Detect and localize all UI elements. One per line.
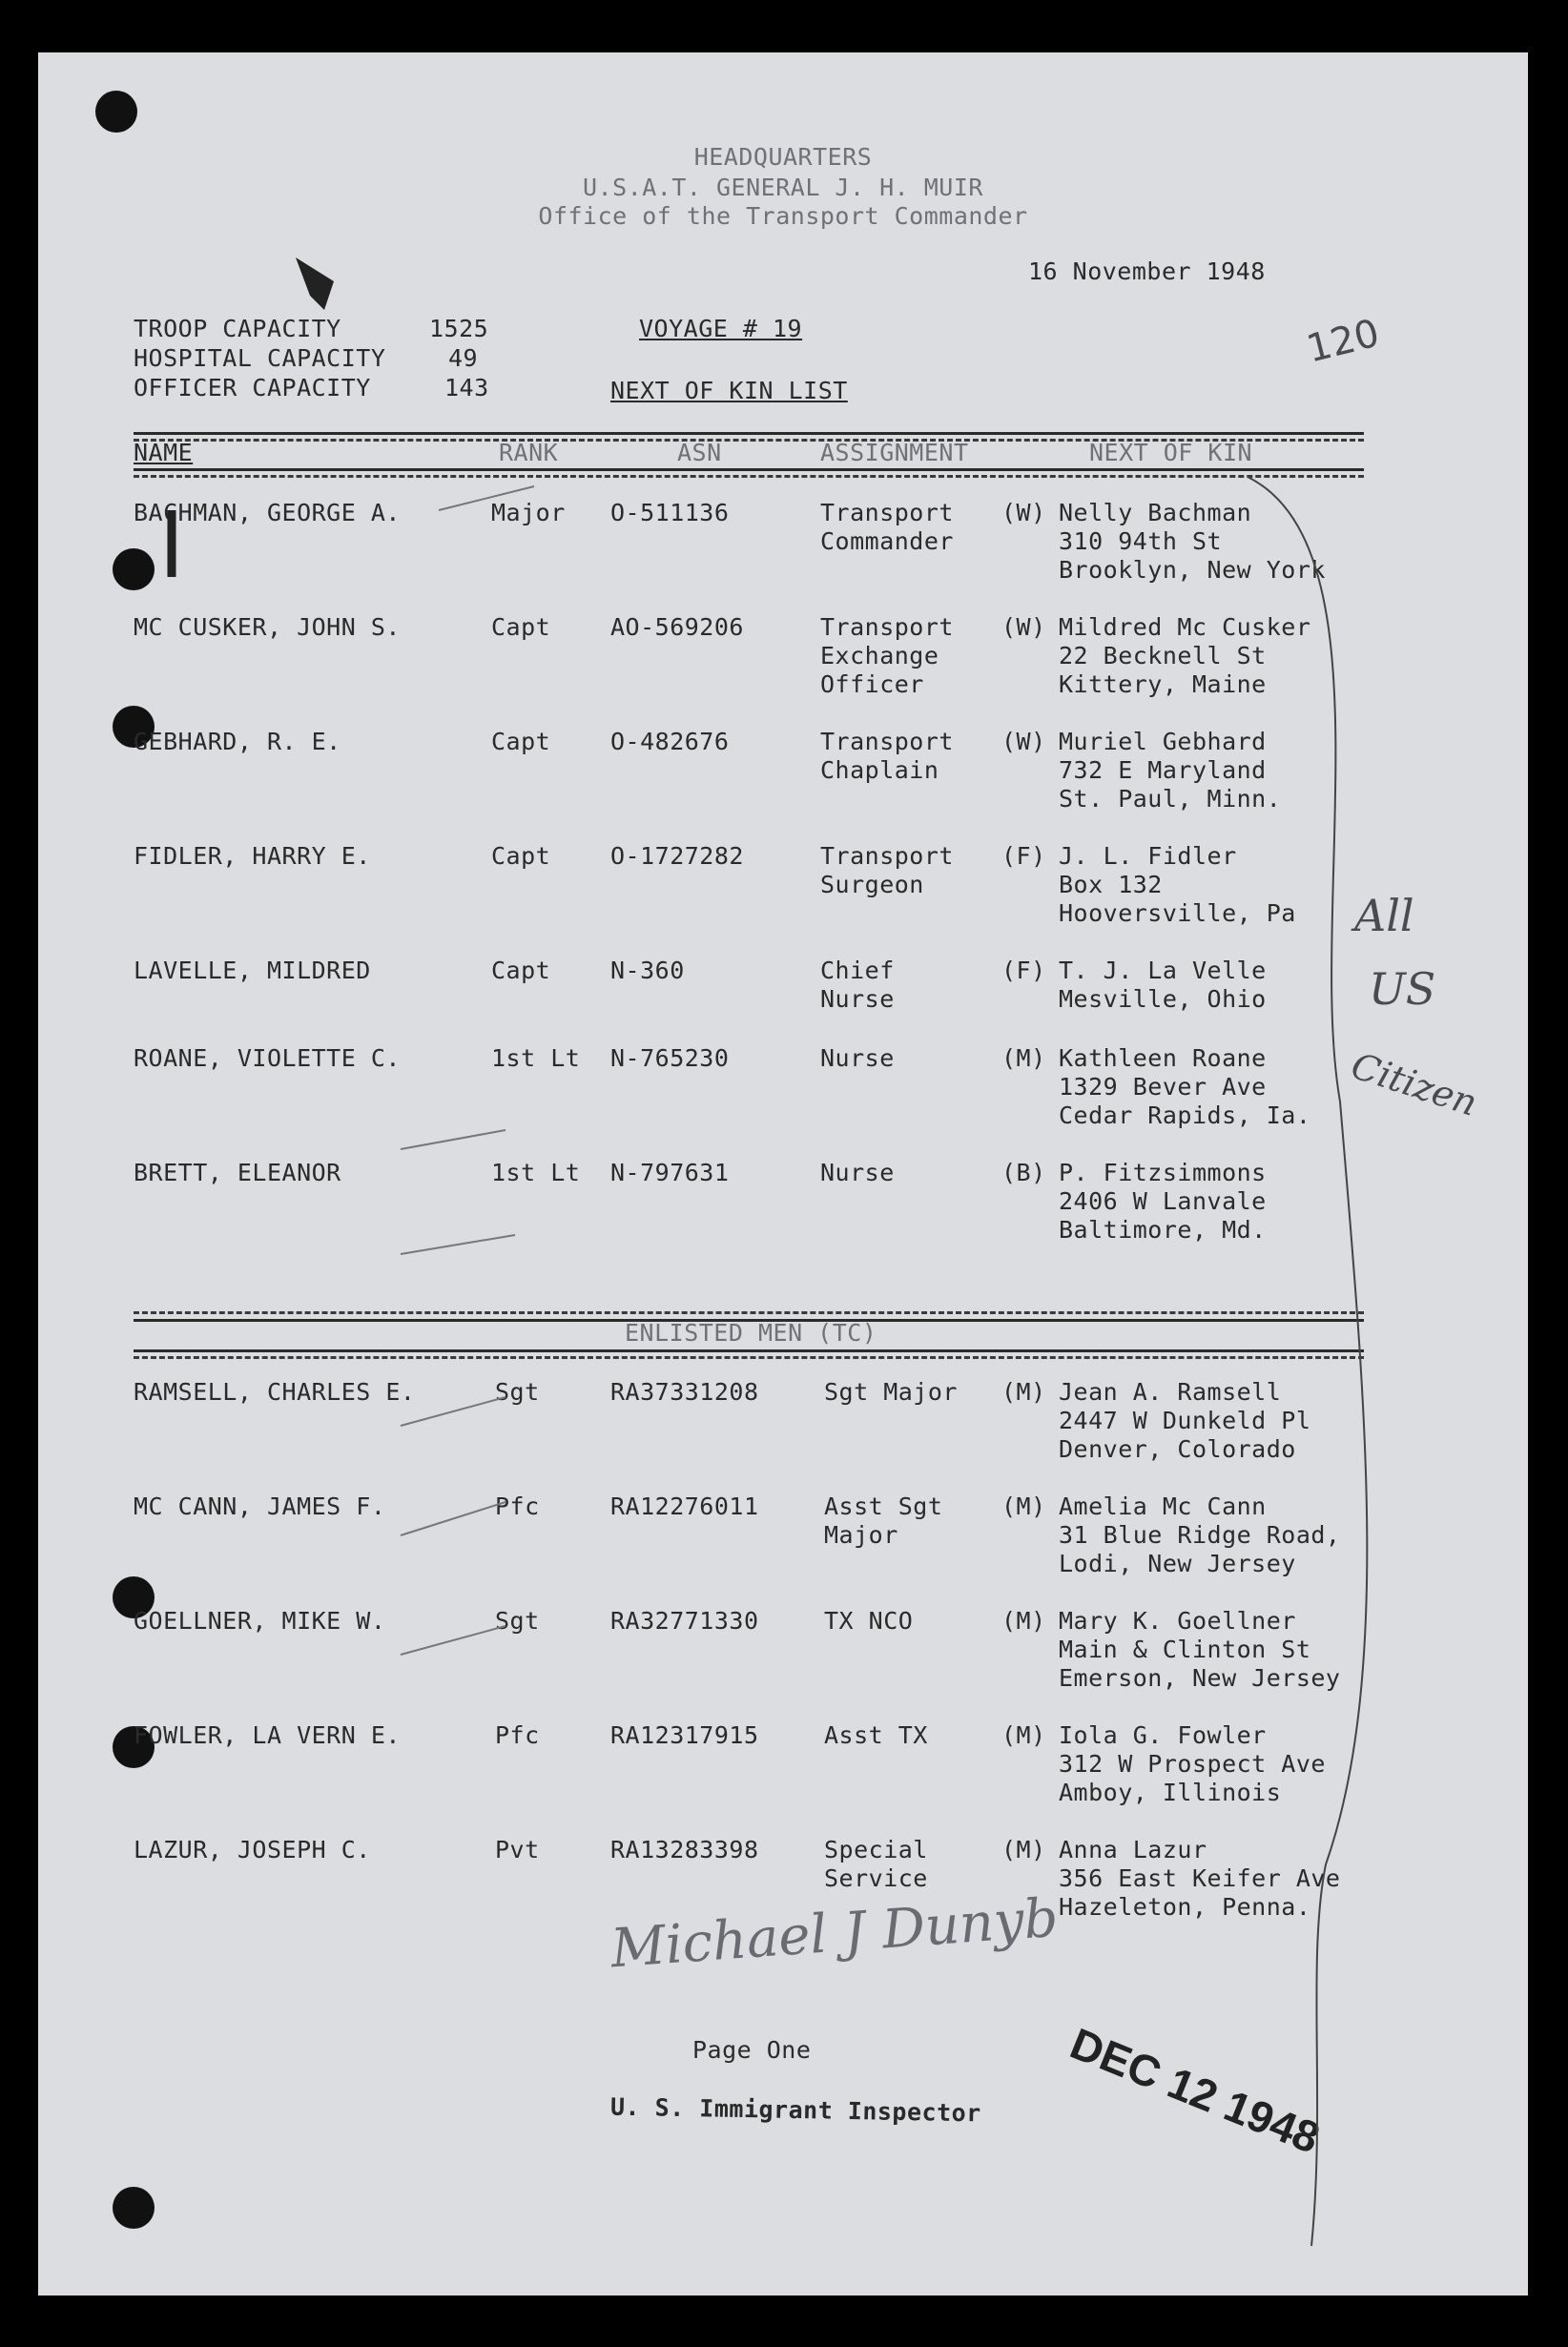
- header-line-3: Office of the Transport Commander: [538, 202, 1028, 230]
- cell-rank: 1st Lt: [491, 1044, 581, 1072]
- cell-kin: Anna Lazur 356 East Keifer Ave Hazeleton, Penna.: [1059, 1836, 1341, 1921]
- officer-capacity-value: 143: [444, 374, 489, 401]
- cell-relation: (W): [1001, 499, 1046, 526]
- cell-relation: (M): [1001, 1044, 1046, 1072]
- cell-assignment: Transport Chaplain: [820, 728, 954, 784]
- inspector-title: U. S. Immigrant Inspector: [609, 2092, 982, 2128]
- cell-kin: Nelly Bachman 310 94th St Brooklyn, New York: [1059, 499, 1326, 584]
- cell-relation: (M): [1001, 1721, 1046, 1749]
- voyage-number: VOYAGE # 19: [639, 315, 803, 342]
- cell-kin: T. J. La Velle Mesville, Ohio: [1059, 957, 1267, 1013]
- pencil-marks: [38, 52, 1528, 2296]
- cell-serial: RA32771330: [610, 1607, 759, 1635]
- cell-rank: Major: [491, 499, 566, 526]
- cell-name: MC CUSKER, JOHN S.: [134, 613, 401, 641]
- cell-serial: RA12276011: [610, 1493, 759, 1520]
- cell-kin: J. L. Fidler Box 132 Hooversville, Pa: [1059, 842, 1296, 927]
- cell-serial: O-511136: [610, 499, 730, 526]
- cell-name: GOELLNER, MIKE W.: [134, 1607, 386, 1635]
- cell-kin: Iola G. Fowler 312 W Prospect Ave Amboy, Illinois: [1059, 1721, 1326, 1806]
- cell-relation: (M): [1001, 1378, 1046, 1406]
- cell-relation: (M): [1001, 1493, 1046, 1520]
- cell-assignment: Asst Sgt Major: [824, 1493, 943, 1549]
- cell-assignment: Chief Nurse: [820, 957, 895, 1013]
- cell-name: BRETT, ELEANOR: [134, 1159, 341, 1186]
- cell-rank: Capt: [491, 842, 551, 870]
- cell-relation: (M): [1001, 1836, 1046, 1863]
- list-title: NEXT OF KIN LIST: [610, 377, 848, 404]
- cell-assignment: Transport Exchange Officer: [820, 613, 954, 698]
- cell-rank: Sgt: [495, 1607, 540, 1635]
- column-header-assignment: ASSIGNMENT: [820, 439, 969, 466]
- cell-serial: O-482676: [610, 728, 730, 755]
- cell-relation: (F): [1001, 842, 1046, 870]
- cell-name: BACHMAN, GEORGE A.: [134, 499, 401, 526]
- cell-kin: Muriel Gebhard 732 E Maryland St. Paul, Minn.: [1059, 728, 1282, 813]
- header-line-1: HEADQUARTERS: [693, 143, 873, 171]
- inspector-signature: Michael J Dunyb: [609, 1886, 1061, 1981]
- cell-assignment: Nurse: [820, 1159, 895, 1186]
- margin-note-line-1: All: [1354, 890, 1414, 941]
- hospital-capacity-label: HOSPITAL CAPACITY: [134, 344, 386, 372]
- cell-relation: (B): [1001, 1159, 1046, 1186]
- cell-serial: N-360: [610, 957, 685, 984]
- margin-note-line-2: US: [1369, 963, 1436, 1015]
- cell-serial: AO-569206: [610, 613, 744, 641]
- cell-relation: (M): [1001, 1607, 1046, 1635]
- cell-serial: O-1727282: [610, 842, 744, 870]
- cell-name: LAZUR, JOSEPH C.: [134, 1836, 371, 1863]
- cell-rank: Capt: [491, 728, 551, 755]
- cell-assignment: Special Service: [824, 1836, 928, 1892]
- troop-capacity-value: 1525: [429, 315, 489, 342]
- cell-serial: N-765230: [610, 1044, 730, 1072]
- cell-kin: Amelia Mc Cann 31 Blue Ridge Road, Lodi, New Jersey: [1059, 1493, 1341, 1577]
- cell-assignment: Sgt Major: [824, 1378, 958, 1406]
- cell-assignment: Transport Commander: [820, 499, 954, 555]
- cell-rank: 1st Lt: [491, 1159, 581, 1186]
- cell-relation: (W): [1001, 613, 1046, 641]
- cell-name: GEBHARD, R. E.: [134, 728, 341, 755]
- margin-note-line-3: Citizen: [1346, 1044, 1483, 1124]
- cell-name: MC CANN, JAMES F.: [134, 1493, 386, 1520]
- cell-name: RAMSELL, CHARLES E.: [134, 1378, 416, 1406]
- enlisted-section-title: ENLISTED MEN (TC): [625, 1319, 877, 1347]
- cell-name: FOWLER, LA VERN E.: [134, 1721, 401, 1749]
- cell-name: ROANE, VIOLETTE C.: [134, 1044, 401, 1072]
- document-date: 16 November 1948: [1028, 257, 1266, 285]
- cell-serial: RA12317915: [610, 1721, 759, 1749]
- cell-rank: Capt: [491, 957, 551, 984]
- troop-capacity-label: TROOP CAPACITY: [134, 315, 341, 342]
- column-header-name: NAME: [134, 439, 194, 466]
- page-label: Page One: [692, 2036, 812, 2064]
- cell-name: FIDLER, HARRY E.: [134, 842, 371, 870]
- page-number-annotation: 120: [1302, 311, 1384, 372]
- cell-rank: Sgt: [495, 1378, 540, 1406]
- cell-assignment: Nurse: [820, 1044, 895, 1072]
- cell-rank: Pfc: [495, 1721, 540, 1749]
- cell-kin: P. Fitzsimmons 2406 W Lanvale Baltimore, Md.: [1059, 1159, 1267, 1244]
- column-header-serial: ASN: [677, 439, 722, 466]
- cell-rank: Pfc: [495, 1493, 540, 1520]
- cell-kin: Kathleen Roane 1329 Bever Ave Cedar Rapids, Ia.: [1059, 1044, 1311, 1129]
- cell-kin: Jean A. Ramsell 2447 W Dunkeld Pl Denver, Colorado: [1059, 1378, 1311, 1463]
- cell-serial: RA37331208: [610, 1378, 759, 1406]
- officer-capacity-label: OFFICER CAPACITY: [134, 374, 371, 401]
- cell-serial: RA13283398: [610, 1836, 759, 1863]
- document-page: [38, 52, 1528, 2296]
- cell-kin: Mary K. Goellner Main & Clinton St Emerson, New Jersey: [1059, 1607, 1341, 1692]
- cell-kin: Mildred Mc Cusker 22 Becknell St Kittery, Maine: [1059, 613, 1311, 698]
- cell-assignment: Transport Surgeon: [820, 842, 954, 898]
- cell-name: LAVELLE, MILDRED: [134, 957, 371, 984]
- cell-relation: (W): [1001, 728, 1046, 755]
- column-header-rank: RANK: [499, 439, 559, 466]
- header-line-2: U.S.A.T. GENERAL J. H. MUIR: [583, 174, 983, 201]
- date-stamp: DEC 12 1948: [1063, 2018, 1327, 2163]
- cell-relation: (F): [1001, 957, 1046, 984]
- cell-assignment: TX NCO: [824, 1607, 914, 1635]
- hospital-capacity-value: 49: [448, 344, 479, 372]
- cell-assignment: Asst TX: [824, 1721, 928, 1749]
- cell-serial: N-797631: [610, 1159, 730, 1186]
- cell-rank: Pvt: [495, 1836, 540, 1863]
- cell-rank: Capt: [491, 613, 551, 641]
- column-header-next-of-kin: NEXT OF KIN: [1089, 439, 1253, 466]
